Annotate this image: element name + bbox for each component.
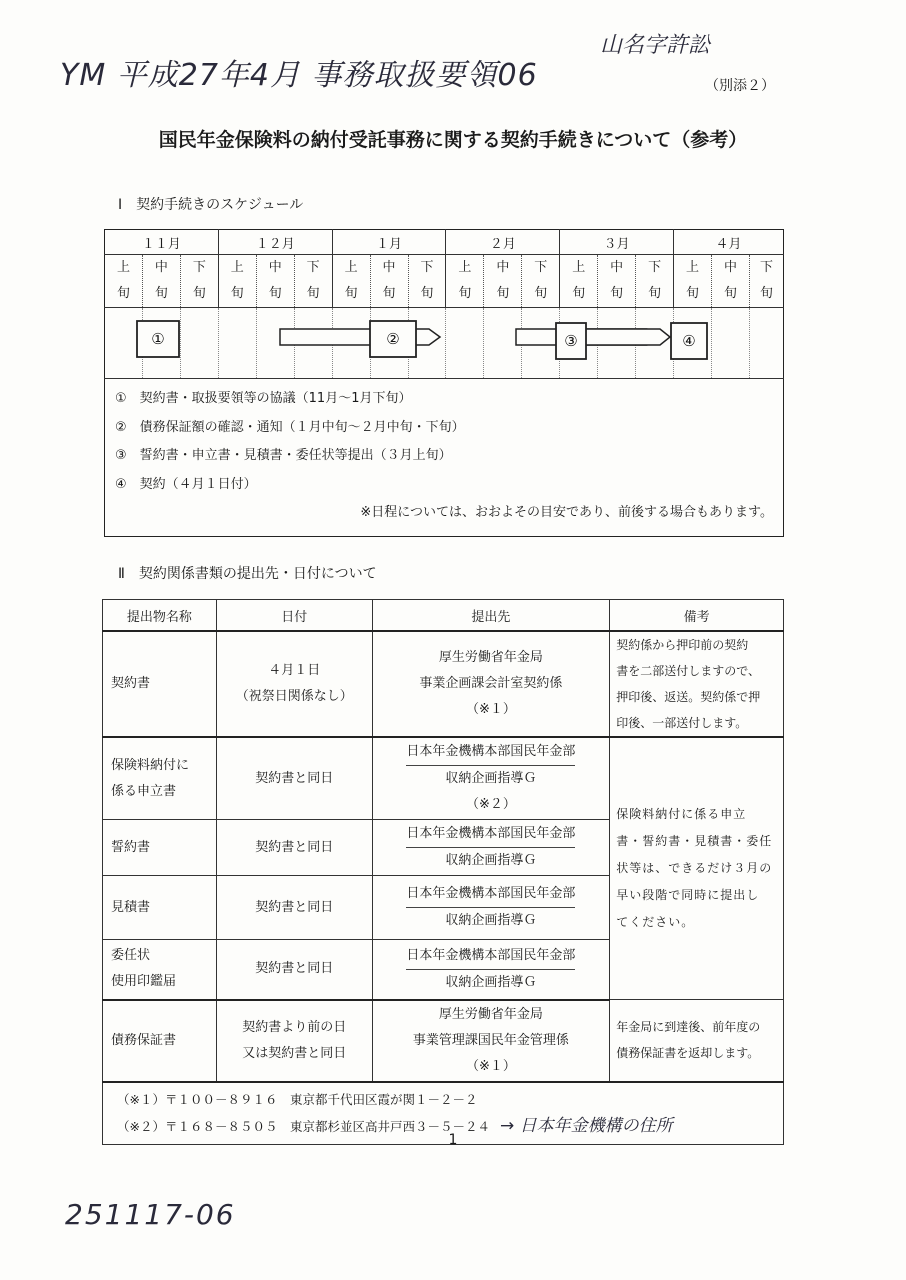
schedule-note-1: ① 契約書・取扱要領等の協議（11月～1月下旬）	[115, 391, 412, 406]
period-cell	[636, 255, 674, 308]
period-label-bottom: 旬	[268, 286, 282, 301]
col-header-destination: 提出先	[372, 600, 610, 632]
dest-line: 収納企画指導Ｇ	[445, 853, 537, 868]
period-label-bottom: 旬	[230, 286, 244, 301]
doc-destination	[372, 631, 610, 737]
step-label-1: ①	[151, 330, 165, 348]
doc-date: 契約書と同日	[216, 876, 372, 940]
step-label-4: ④	[682, 332, 696, 350]
col-header-name: 提出物名称	[103, 600, 217, 632]
period-label-top: 中	[268, 260, 282, 275]
period-label-top: 下	[192, 260, 206, 275]
remark-line: 印後、一部送付します。	[616, 716, 748, 730]
period-label-top: 下	[759, 260, 773, 275]
period-label-top: 上	[344, 260, 358, 275]
period-label-top: 上	[572, 260, 586, 275]
period-label-top: 下	[420, 260, 434, 275]
handwritten-address-note: → 日本年金機構の住所	[499, 1115, 673, 1136]
period-cell	[522, 255, 560, 308]
remark-line: てください。	[616, 915, 695, 929]
period-cell	[749, 255, 783, 308]
period-label-top: 中	[723, 260, 737, 275]
remark-line: 早い段階で同時に提出し	[616, 888, 760, 902]
period-label-bottom: 旬	[572, 286, 586, 301]
period-label-bottom: 旬	[192, 286, 206, 301]
doc-name: 契約書	[103, 631, 217, 737]
page-number: 1	[448, 1132, 458, 1148]
dest-line: 収納企画指導Ｇ	[445, 913, 537, 928]
period-cell	[408, 255, 446, 308]
dest-line: 日本年金機構本部国民年金部	[406, 739, 575, 766]
period-label-bottom: 旬	[534, 286, 548, 301]
doc-name: 誓約書	[103, 820, 217, 876]
doc-remark	[610, 631, 784, 737]
document-title: 国民年金保険料の納付受託事務に関する契約手続きについて（参考）	[158, 129, 748, 151]
remark-line: 押印後、返送。契約係で押	[616, 690, 761, 704]
remark-line: 保険料納付に係る申立	[616, 807, 747, 821]
period-label-top: 中	[154, 260, 168, 275]
period-cell	[712, 255, 750, 308]
period-label-top: 下	[648, 260, 662, 275]
table-row	[103, 1000, 784, 1082]
documents-table	[102, 599, 784, 1145]
doc-date	[216, 631, 372, 737]
remark-line: 書を二部送付しますので、	[616, 664, 760, 678]
period-cell	[332, 255, 370, 308]
remark-line: 状等は、できるだけ３月の	[616, 861, 773, 875]
period-cell	[105, 255, 143, 308]
period-label-bottom: 旬	[496, 286, 510, 301]
section1-heading: Ⅰ 契約手続きのスケジュール	[118, 197, 304, 213]
remark-line: 契約係から押印前の契約	[616, 638, 749, 652]
period-label-top: 上	[458, 260, 472, 275]
month-header-feb: ２月	[446, 230, 560, 255]
month-header-mar: ３月	[560, 230, 674, 255]
doc-date-line: 又は契約書と同日	[242, 1045, 347, 1061]
handwritten-reference-number: 251117-06	[65, 1198, 236, 1231]
period-cell	[446, 255, 484, 308]
doc-destination	[372, 737, 610, 820]
month-header-dec: １２月	[218, 230, 332, 255]
doc-date: 契約書と同日	[216, 940, 372, 1000]
footnote-2-text: （※２）〒１６８－８５０５ 東京都杉並区高井戸西３－５－２４	[117, 1118, 490, 1134]
remark-line: 書・誓約書・見積書・委任	[616, 834, 773, 848]
period-label-top: 上	[116, 260, 130, 275]
doc-remark	[610, 1000, 784, 1082]
schedule-note-3: ③ 誓約書・申立書・見積書・委任状等提出（３月上旬）	[115, 448, 452, 463]
schedule-arrows	[104, 307, 784, 379]
period-label-bottom: 旬	[458, 286, 472, 301]
period-label-bottom: 旬	[154, 286, 168, 301]
period-label-bottom: 旬	[382, 286, 396, 301]
doc-name: 債務保証書	[103, 1000, 217, 1082]
period-label-bottom: 旬	[306, 286, 320, 301]
doc-date: 契約書と同日	[216, 820, 372, 876]
doc-destination	[372, 1000, 610, 1082]
doc-destination	[372, 820, 610, 876]
period-label-top: 中	[496, 260, 510, 275]
remark-line: 年金局に到達後、前年度の	[616, 1020, 761, 1035]
doc-date	[216, 1000, 372, 1082]
schedule-table	[104, 229, 784, 537]
dest-line: 事業管理課国民年金管理係	[412, 1032, 569, 1048]
doc-name-line: 保険料納付に	[111, 757, 190, 773]
period-label-top: 上	[686, 260, 700, 275]
schedule-note-2: ② 債務保証額の確認・通知（１月中旬～２月中旬・下旬）	[115, 419, 465, 435]
table-row	[103, 737, 784, 820]
period-label-top: 下	[534, 260, 548, 275]
table-row	[103, 631, 784, 737]
dest-line: 厚生労働省年金局	[438, 1006, 543, 1022]
doc-destination	[372, 940, 610, 1000]
period-label-bottom: 旬	[648, 286, 662, 301]
step-label-2: ②	[386, 330, 400, 348]
handwritten-header-note: YM 平成27年4月 事務取扱要領06	[60, 58, 538, 93]
period-cell	[370, 255, 408, 308]
col-header-date: 日付	[216, 600, 372, 632]
doc-name: 見積書	[103, 876, 217, 940]
doc-date-line: 契約書より前の日	[242, 1019, 347, 1035]
month-header-nov: １１月	[105, 230, 219, 255]
period-label-top: 下	[306, 260, 320, 275]
doc-name-line: 委任状	[111, 948, 151, 964]
period-label-top: 上	[230, 260, 244, 275]
period-cell	[142, 255, 180, 308]
remark-line: 債務保証書を返却します。	[616, 1046, 760, 1061]
col-header-remarks: 備考	[610, 600, 784, 632]
period-label-bottom: 旬	[686, 286, 700, 301]
section2-heading: Ⅱ 契約関係書類の提出先・日付について	[118, 566, 377, 582]
period-cell	[218, 255, 256, 308]
attachment-label: （別添２）	[705, 78, 775, 94]
period-cell	[598, 255, 636, 308]
dest-line: 収納企画指導Ｇ	[445, 771, 537, 786]
dest-line: （※１）	[465, 1058, 516, 1074]
period-cell	[484, 255, 522, 308]
month-header-jan: １月	[332, 230, 446, 255]
schedule-note-4: ④ 契約（４月１日付）	[115, 476, 257, 492]
month-header-apr: ４月	[674, 230, 784, 255]
period-label-bottom: 旬	[420, 286, 434, 301]
dest-line: （※１）	[465, 702, 516, 717]
doc-date-line: ４月１日	[268, 663, 321, 678]
period-cell	[560, 255, 598, 308]
period-label-bottom: 旬	[759, 286, 773, 301]
period-label-top: 中	[382, 260, 396, 275]
dest-line: 収納企画指導Ｇ	[445, 974, 537, 990]
doc-destination	[372, 876, 610, 940]
schedule-remark: ※日程については、おおよその目安であり、前後する場合もあります。	[360, 505, 773, 520]
period-cell	[294, 255, 332, 308]
dest-line: 厚生労働省年金局	[438, 650, 543, 665]
dest-line: 日本年金機構本部国民年金部	[406, 943, 575, 970]
doc-name-line: 使用印鑑届	[111, 974, 177, 990]
period-cell	[180, 255, 218, 308]
handwritten-corner-note: 山名字許訟	[600, 33, 711, 58]
footnote-1: （※１）〒１００－８９１６ 東京都千代田区霞が関１－２－２	[117, 1091, 478, 1107]
merged-remark	[610, 737, 784, 1000]
period-label-top: 中	[610, 260, 624, 275]
dest-line: 日本年金機構本部国民年金部	[406, 821, 575, 848]
doc-date: 契約書と同日	[216, 737, 372, 820]
period-label-bottom: 旬	[344, 286, 358, 301]
dest-line: 日本年金機構本部国民年金部	[406, 881, 575, 908]
period-label-bottom: 旬	[610, 286, 624, 301]
dest-line: （※２）	[465, 797, 516, 812]
doc-name	[103, 940, 217, 1000]
doc-date-line: （祝祭日関係なし）	[235, 689, 353, 704]
step-label-3: ③	[564, 332, 578, 350]
period-label-bottom: 旬	[116, 286, 130, 301]
dest-line: 事業企画課会計室契約係	[419, 676, 563, 691]
schedule-notes	[105, 379, 784, 537]
period-cell	[256, 255, 294, 308]
doc-name	[103, 737, 217, 820]
arrow-3-to-4	[582, 329, 670, 345]
period-label-bottom: 旬	[723, 286, 737, 301]
period-cell	[674, 255, 712, 308]
doc-name-line: 係る申立書	[111, 783, 177, 799]
